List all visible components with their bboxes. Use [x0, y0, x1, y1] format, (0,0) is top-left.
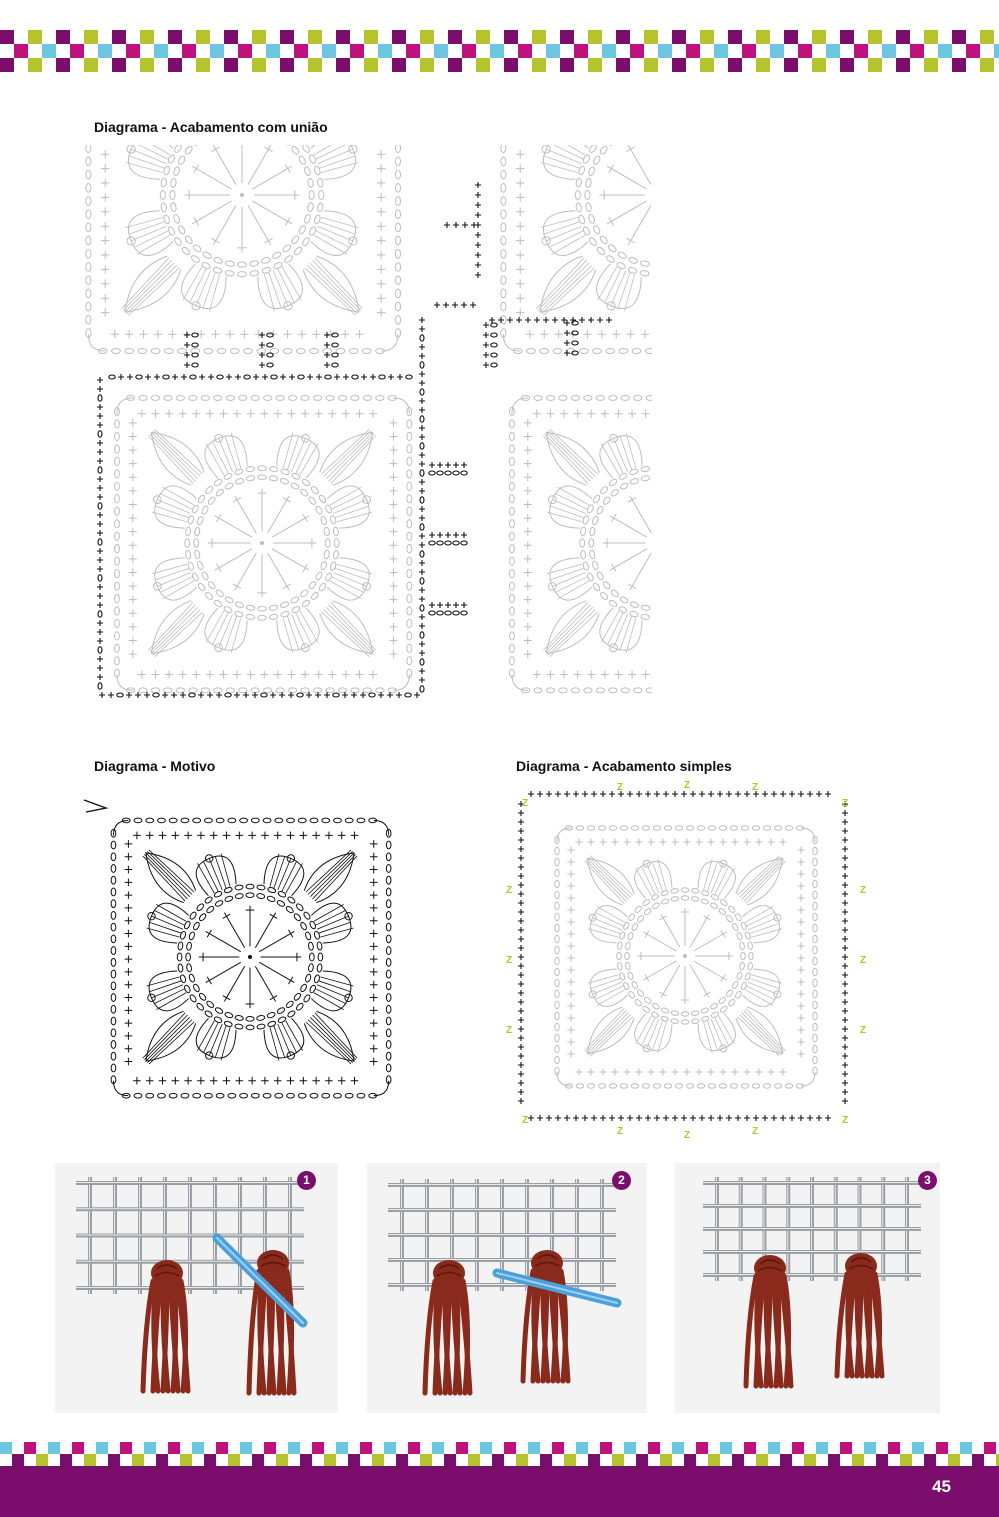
svg-text:Z: Z [505, 1025, 513, 1036]
page-number: 45 [932, 1477, 951, 1496]
svg-text:Z: Z [521, 1115, 529, 1126]
step-1-badge: 1 [297, 1171, 316, 1190]
motif-gray [555, 826, 817, 1088]
motif-diagram [80, 792, 420, 1122]
motif-top-right [501, 39, 816, 354]
bottom-checker-strip [0, 1442, 999, 1466]
svg-text:Z: Z [841, 1115, 849, 1126]
svg-text:Z: Z [505, 955, 513, 966]
motif-black [111, 818, 391, 1098]
title-joined-finish: Diagrama - Acabamento com união [94, 119, 328, 135]
svg-text:Z: Z [859, 1025, 867, 1036]
title-simple-finish: Diagrama - Acabamento simples [516, 758, 732, 774]
step-2-photo [367, 1163, 647, 1413]
step-3-badge: 3 [918, 1171, 937, 1190]
svg-text:Z: Z [616, 1126, 624, 1137]
svg-text:Z: Z [841, 798, 849, 809]
motif-bottom-left [114, 395, 411, 692]
svg-text:Z: Z [683, 780, 691, 791]
motif-top-left [86, 39, 401, 354]
svg-text:Z: Z [616, 782, 624, 793]
svg-text:Z: Z [505, 885, 513, 896]
svg-text:Z: Z [751, 1126, 759, 1137]
svg-text:Z: Z [683, 1130, 691, 1141]
motif-bottom-right [509, 395, 806, 692]
step-1-photo [55, 1163, 338, 1413]
svg-text:Z: Z [751, 782, 759, 793]
joined-finish-diagram [82, 145, 652, 715]
join-stitches [97, 182, 612, 698]
svg-text:Z: Z [521, 798, 529, 809]
step-3-photo [675, 1163, 940, 1413]
step-2-badge: 2 [612, 1171, 631, 1190]
svg-text:Z: Z [859, 885, 867, 896]
checker-pattern [0, 1442, 999, 1466]
title-motif: Diagrama - Motivo [94, 758, 216, 774]
top-checker-strip [0, 30, 999, 72]
svg-text:Z: Z [859, 955, 867, 966]
start-arrow-icon [84, 800, 106, 812]
simple-finish-diagram [505, 778, 865, 1148]
footer-bar [0, 1466, 999, 1517]
checker-pattern [0, 30, 999, 72]
